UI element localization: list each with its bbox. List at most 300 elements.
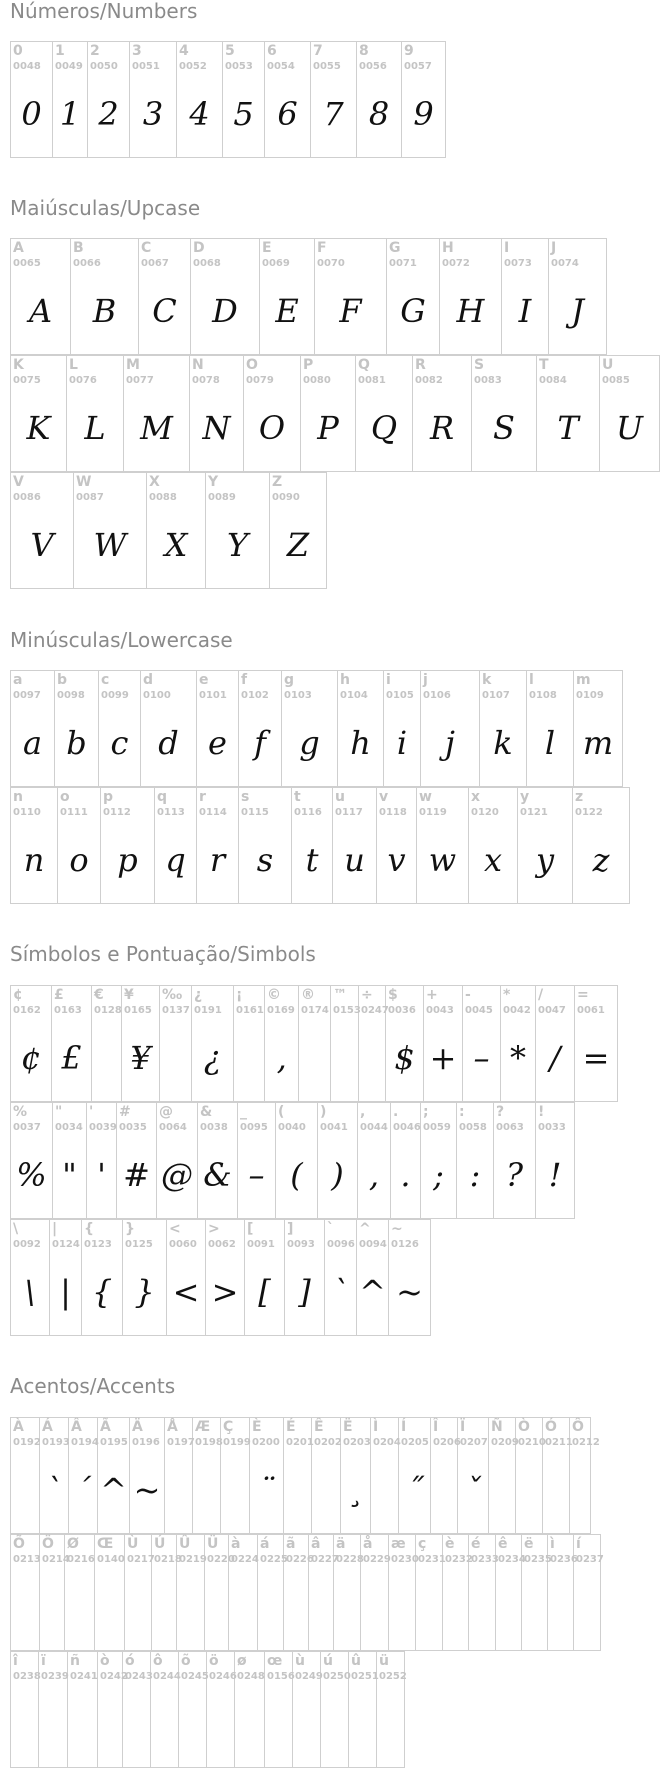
glyph-code: 0107 [482,690,510,701]
glyph-cell-0071 [387,239,440,355]
glyph-row-symbols-3 [10,1219,431,1336]
glyph-cell-0076 [67,356,124,472]
glyph-cell-0126 [389,1220,431,1336]
glyph-cell-0192 [11,1418,40,1534]
glyph-label: 2 [90,43,100,59]
glyph-label: D [193,240,205,256]
glyph-sample: C [152,292,177,330]
glyph-sample: | [60,1273,71,1311]
glyph-sample: d [158,724,179,762]
glyph-cell-0216 [65,1535,95,1651]
glyph-label: ® [301,987,315,1003]
glyph-cell-0153 [331,986,359,1102]
glyph-label: N [192,357,204,373]
glyph-cell-0124 [50,1220,82,1336]
glyph-sample: & [203,1156,232,1194]
glyph-sample: £ [61,1039,82,1077]
glyph-label: Ê [314,1419,324,1435]
glyph-cell-0220 [205,1535,235,1651]
glyph-code: 0049 [55,61,83,72]
glyph-cell-0100 [141,671,197,787]
glyph-code: 0073 [504,258,532,269]
glyph-sample: ¥ [130,1039,151,1077]
glyph-code: 0140 [97,1554,125,1565]
glyph-cell-0228 [334,1535,364,1651]
glyph-code: 0109 [576,690,604,701]
glyph-cell-0083 [472,356,537,472]
glyph-sample: % [16,1156,47,1194]
glyph-label: £ [54,987,64,1003]
glyph-code: 0210 [518,1437,546,1448]
glyph-code: 0252 [379,1671,407,1682]
glyph-cell-0202 [312,1418,341,1534]
glyph-label: P [303,357,314,373]
glyph-sample: 8 [368,95,390,133]
glyph-cell-0108 [527,671,574,787]
glyph-cell-0051 [130,42,177,158]
glyph-cell-0043 [424,986,463,1102]
glyph-cell-0239 [39,1652,68,1768]
glyph-cell-0156 [265,1652,293,1768]
glyph-cell-0044 [358,1103,391,1219]
glyph-code: 0112 [103,807,131,818]
glyph-sample: K [26,409,51,447]
glyph-cell-0125 [123,1220,167,1336]
glyph-code: 0054 [267,61,295,72]
glyph-cell-0237 [574,1535,604,1651]
glyph-label: È [252,1419,262,1435]
glyph-sample: a [22,724,43,762]
section-title-upcase: Maiúsculas/Upcase [10,196,201,220]
glyph-code: 0244 [153,1671,181,1682]
glyph-cell-0249 [293,1652,321,1768]
glyph-sample: A [28,292,53,330]
glyph-cell-0062 [206,1220,245,1336]
glyph-cell-0069 [260,239,315,355]
glyph-cell-0075 [11,356,67,472]
glyph-code: 0238 [13,1671,41,1682]
glyph-sample: j [445,724,455,762]
glyph-sample: v [387,841,406,879]
glyph-code: 0036 [388,1005,416,1016]
glyph-code: 0205 [401,1437,429,1448]
glyph-sample: w [428,841,457,879]
glyph-code: 0092 [13,1239,41,1250]
glyph-sample: b [66,724,87,762]
glyph-label: @ [159,1104,173,1120]
glyph-cell-0195 [98,1418,130,1534]
glyph-cell-0035 [117,1103,157,1219]
glyph-label: n [13,789,23,805]
glyph-cell-0089 [206,473,270,589]
glyph-sample: 0 [21,95,42,133]
glyph-cell-0206 [431,1418,461,1534]
glyph-sample: = [582,1039,610,1077]
glyph-code: 0062 [208,1239,236,1250]
glyph-code: 0051 [132,61,160,72]
glyph-label: ñ [70,1653,80,1669]
glyph-sample: ; [433,1156,444,1194]
glyph-sample: l [544,724,556,762]
glyph-code: 0203 [343,1437,371,1448]
section-title-numbers: Números/Numbers [10,0,198,23]
glyph-code: 0248 [237,1671,265,1682]
glyph-cell-0229 [361,1535,389,1651]
glyph-code: 0206 [433,1437,461,1448]
glyph-label: ö [209,1653,219,1669]
glyph-cell-0218 [152,1535,182,1651]
glyph-cell-0211 [543,1418,573,1534]
glyph-cell-0191 [192,986,234,1102]
glyph-code: 0220 [207,1554,235,1565]
glyph-label: " [55,1104,63,1120]
glyph-cell-0226 [284,1535,314,1651]
glyph-code: 0041 [320,1122,348,1133]
glyph-code: 0124 [52,1239,80,1250]
glyph-sample: P [317,409,339,447]
glyph-sample: 3 [142,95,164,133]
glyph-code: 0239 [41,1671,69,1682]
glyph-cell-0046 [391,1103,421,1219]
glyph-code: 0211 [545,1437,573,1448]
glyph-sample: e [208,724,227,762]
glyph-code: 0195 [100,1437,128,1448]
glyph-cell-0087 [74,473,147,589]
glyph-label: { [84,1221,94,1237]
glyph-label: ü [379,1653,389,1669]
glyph-label: S [474,357,485,373]
glyph-code: 0061 [577,1005,605,1016]
glyph-label: Å [167,1419,178,1435]
glyph-sample: W [93,526,127,564]
glyph-cell-0111 [58,788,101,904]
glyph-cell-0174 [299,986,331,1102]
glyph-label: c [101,672,110,688]
glyph-row-accents-2 [10,1534,604,1651]
glyph-code: 0241 [70,1671,98,1682]
glyph-label: Ô [572,1419,584,1435]
glyph-code: 0069 [262,258,290,269]
glyph-label: H [442,240,454,256]
glyph-code: 0113 [157,807,185,818]
glyph-cell-0097 [11,671,55,787]
glyph-cell-0238 [11,1652,39,1768]
glyph-label: - [465,987,471,1003]
glyph-sample: H [456,292,485,330]
glyph-sample: 1 [59,95,81,133]
glyph-label: _ [240,1104,247,1120]
glyph-label: Ñ [491,1419,503,1435]
glyph-label: Ç [223,1419,234,1435]
glyph-code: 0047 [538,1005,566,1016]
glyph-label: C [141,240,152,256]
glyph-label: â [311,1536,321,1552]
glyph-label: l [529,672,534,688]
glyph-label: Q [358,357,370,373]
glyph-code: 0125 [125,1239,153,1250]
glyph-cell-0113 [155,788,197,904]
glyph-sample: . [400,1156,411,1194]
glyph-label: T [539,357,549,373]
glyph-cell-0095 [238,1103,276,1219]
glyph-sample: ] [298,1273,311,1311]
glyph-label: Ú [154,1536,166,1552]
glyph-cell-0213 [11,1535,40,1651]
glyph-label: u [335,789,345,805]
glyph-label: i [386,672,391,688]
glyph-code: 0199 [223,1437,251,1448]
glyph-label: Ü [207,1536,219,1552]
glyph-code: 0156 [267,1671,295,1682]
glyph-label: ] [287,1221,294,1237]
glyph-label: * [503,987,511,1003]
glyph-label: Z [272,474,283,490]
glyph-cell-0121 [518,788,573,904]
glyph-sample: o [69,841,89,879]
glyph-label: œ [267,1653,283,1669]
glyph-code: 0162 [13,1005,41,1016]
glyph-row-upcase-1 [10,238,607,355]
glyph-sample: f [254,724,266,762]
glyph-cell-0103 [282,671,338,787]
glyph-cell-0117 [333,788,377,904]
glyph-code: 0080 [303,375,331,386]
glyph-code: 0077 [126,375,154,386]
glyph-label: p [103,789,114,805]
glyph-cell-0120 [469,788,518,904]
glyph-cell-0245 [179,1652,207,1768]
glyph-sample: : [469,1156,481,1194]
glyph-code: 0098 [57,690,85,701]
glyph-cell-0086 [11,473,74,589]
glyph-code: 0059 [423,1122,451,1133]
glyph-code: 0071 [389,258,417,269]
glyph-cell-0194 [69,1418,98,1534]
glyph-sample: t [305,841,319,879]
glyph-sample: ‚ [276,1039,287,1077]
glyph-label: $ [388,987,398,1003]
glyph-label: ! [538,1104,545,1120]
glyph-label: v [379,789,389,805]
glyph-code: 0123 [84,1239,112,1250]
glyph-label: ¿ [194,987,203,1003]
glyph-code: 0174 [301,1005,329,1016]
glyph-code: 0072 [442,258,470,269]
glyph-code: 0070 [317,258,345,269]
glyph-label: 9 [404,43,414,59]
glyph-code: 0117 [335,807,363,818]
glyph-cell-0094 [357,1220,389,1336]
glyph-code: 0120 [471,807,499,818]
glyph-cell-0219 [177,1535,205,1651]
glyph-code: 0038 [200,1122,228,1133]
glyph-label: # [119,1104,131,1120]
glyph-cell-0036 [386,986,424,1102]
glyph-sample: # [123,1156,150,1194]
glyph-label: Ø [67,1536,79,1552]
glyph-cell-0048 [11,42,53,158]
glyph-code: 0249 [295,1671,323,1682]
glyph-code: 0225 [260,1554,288,1565]
glyph-cell-0209 [489,1418,519,1534]
glyph-cell-0101 [197,671,239,787]
glyph-label: F [317,240,327,256]
glyph-cell-0104 [338,671,384,787]
glyph-code: 0232 [445,1554,473,1565]
glyph-code: 0090 [272,492,300,503]
glyph-code: 0233 [471,1554,499,1565]
glyph-sample: " [62,1156,77,1194]
glyph-cell-0037 [11,1103,53,1219]
glyph-code: 0042 [503,1005,531,1016]
glyph-sample: V [30,526,54,564]
glyph-cell-0244 [151,1652,179,1768]
glyph-label: e [199,672,209,688]
glyph-code: 0227 [311,1554,339,1565]
glyph-cell-0243 [123,1652,151,1768]
glyph-label: ¢ [13,987,23,1003]
glyph-label: : [459,1104,465,1120]
glyph-label: ó [125,1653,135,1669]
glyph-row-numbers-1 [10,41,446,158]
glyph-sample: s [256,841,274,879]
glyph-sample: – [473,1039,490,1077]
glyph-cell-0105 [384,671,421,787]
glyph-code: 0063 [496,1122,524,1133]
glyph-sample: , [368,1156,380,1194]
glyph-label: V [13,474,24,490]
glyph-sample: G [400,292,426,330]
glyph-cell-0067 [139,239,191,355]
glyph-sample: ¨ [258,1471,275,1509]
glyph-code: 0055 [313,61,341,72]
glyph-code: 0111 [60,807,88,818]
glyph-label: ¥ [124,987,134,1003]
glyph-label: b [57,672,68,688]
glyph-cell-0198 [193,1418,221,1534]
glyph-sample: Y [226,526,249,564]
glyph-cell-0122 [573,788,630,904]
glyph-sample: S [493,409,515,447]
glyph-code: 0212 [572,1437,600,1448]
glyph-code: 0250 [323,1671,351,1682]
glyph-code: 0228 [336,1554,364,1565]
glyph-sample: M [140,409,173,447]
section-title-symbols: Símbolos e Pontuação/Simbols [10,942,316,966]
glyph-code: 0104 [340,690,368,701]
glyph-code: 0126 [391,1239,419,1250]
glyph-label: a [13,672,23,688]
glyph-sample: I [518,292,532,330]
glyph-label: î [13,1653,18,1669]
glyph-cell-0161 [234,986,265,1102]
glyph-cell-0038 [198,1103,238,1219]
glyph-sample: / [549,1039,561,1077]
glyph-code: 0086 [13,492,41,503]
glyph-cell-0112 [101,788,155,904]
glyph-code: 0040 [278,1122,306,1133]
glyph-cell-0060 [167,1220,206,1336]
section-title-lowercase: Minúsculas/Lowercase [10,628,233,652]
glyph-sample: T [557,409,579,447]
glyph-label: L [69,357,78,373]
glyph-cell-0236 [548,1535,578,1651]
glyph-label: , [360,1104,366,1120]
glyph-cell-0205 [399,1418,431,1534]
glyph-cell-0119 [417,788,469,904]
glyph-code: 0065 [13,258,41,269]
glyph-cell-0057 [402,42,446,158]
glyph-label: E [262,240,272,256]
glyph-code: 0058 [459,1122,487,1133]
glyph-label: ` [327,1221,334,1237]
glyph-cell-0163 [52,986,92,1102]
glyph-code: 0194 [71,1437,99,1448]
glyph-label: ) [320,1104,327,1120]
glyph-cell-0214 [40,1535,70,1651]
glyph-code: 0128 [94,1005,122,1016]
glyph-sample: m [582,724,614,762]
glyph-sample: ^ [359,1273,386,1311]
glyph-sample: z [592,841,610,879]
glyph-code: 0230 [391,1554,419,1565]
glyph-label: + [426,987,438,1003]
glyph-label: Œ [97,1536,114,1552]
glyph-label: K [13,357,24,373]
glyph-label: õ [181,1653,191,1669]
glyph-label: } [125,1221,135,1237]
glyph-cell-0034 [53,1103,87,1219]
glyph-label: q [157,789,168,805]
glyph-sample: U [616,409,643,447]
glyph-cell-0114 [197,788,239,904]
glyph-cell-0106 [421,671,480,787]
glyph-sample: * [510,1039,526,1077]
glyph-label: Û [179,1536,191,1552]
glyph-sample: $ [394,1039,415,1077]
glyph-label: 0 [13,43,23,59]
glyph-sample: ˝ [406,1471,423,1509]
glyph-cell-0042 [501,986,536,1102]
glyph-label: ø [237,1653,247,1669]
glyph-cell-0074 [549,239,607,355]
glyph-sample: O [258,409,286,447]
glyph-code: 0093 [287,1239,315,1250]
glyph-cell-0084 [537,356,600,472]
glyph-label: Ì [373,1419,379,1435]
glyph-label: M [126,357,140,373]
glyph-sample: r [209,841,226,879]
glyph-code: 0246 [209,1671,237,1682]
glyph-cell-0072 [440,239,502,355]
glyph-cell-0061 [575,986,618,1102]
glyph-code: 0095 [240,1122,268,1133]
glyph-row-accents-3 [10,1651,405,1768]
glyph-row-upcase-2 [10,355,660,472]
glyph-cell-0115 [239,788,292,904]
glyph-cell-0231 [416,1535,446,1651]
glyph-code: 0196 [132,1437,160,1448]
glyph-label: Ù [127,1536,139,1552]
glyph-label: Ó [545,1419,557,1435]
glyph-code: 0091 [247,1239,275,1250]
glyph-sample: X [164,526,188,564]
glyph-code: 0193 [42,1437,70,1448]
glyph-code: 0076 [69,375,97,386]
glyph-sample: h [350,724,371,762]
glyph-cell-0227 [309,1535,339,1651]
glyph-cell-0248 [235,1652,265,1768]
